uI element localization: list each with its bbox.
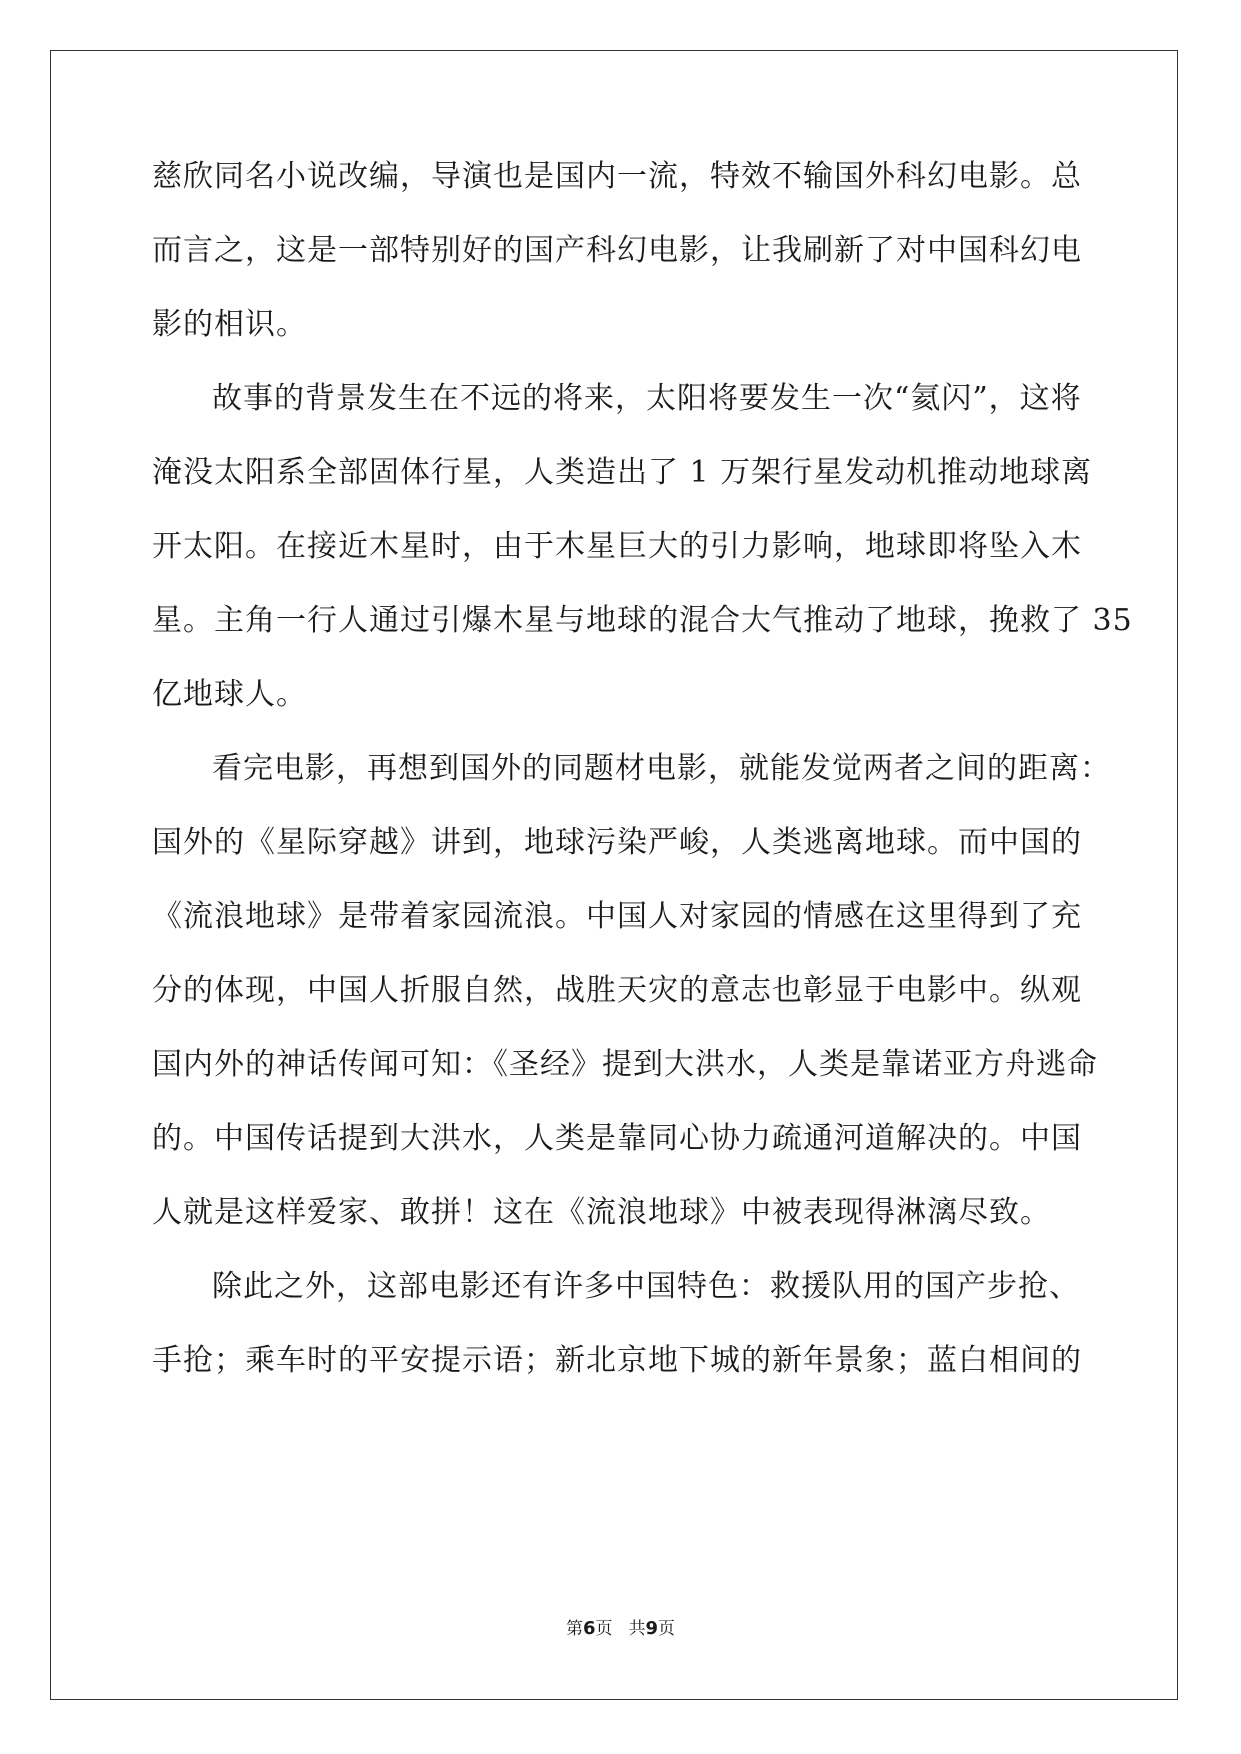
- text-line: 的。中国传话提到大洪水，人类是靠同心协力疏通河道解决的。中国: [152, 1121, 1082, 1156]
- text-line: 手抢；乘车时的平安提示语；新北京地下城的新年景象；蓝白相间的: [152, 1343, 1082, 1378]
- text-line: 国外的《星际穿越》讲到，地球污染严峻，人类逃离地球。而中国的: [152, 825, 1082, 860]
- text-line: 淹没太阳系全部固体行星，人类造出了 1 万架行星发动机推动地球离: [152, 455, 1093, 490]
- text-line: 《流浪地球》是带着家园流浪。中国人对家园的情感在这里得到了充: [152, 899, 1082, 934]
- text-line: 国内外的神话传闻可知：《圣经》提到大洪水，人类是靠诺亚方舟逃命: [152, 1047, 1098, 1082]
- paragraph-first-line: 故事的背景发生在不远的将来，太阳将要发生一次“氦闪”，这将: [212, 381, 1082, 416]
- total-prefix: 共: [628, 1619, 646, 1639]
- text-line: 分的体现，中国人折服自然，战胜天灾的意志也彰显于电影中。纵观: [152, 973, 1082, 1008]
- page-suffix: 页: [595, 1619, 613, 1639]
- page-border: [50, 50, 1178, 1700]
- text-line: 人就是这样爱家、敢拼！这在《流浪地球》中被表现得淋漓尽致。: [152, 1195, 1051, 1230]
- page-prefix: 第: [565, 1619, 583, 1639]
- page-footer: [0, 1614, 1241, 1639]
- paragraph-first-line: 除此之外，这部电影还有许多中国特色：救援队用的国产步抢、: [212, 1269, 1080, 1304]
- paragraph-first-line: 看完电影，再想到国外的同题材电影，就能发觉两者之间的距离：: [212, 751, 1111, 786]
- text-line: 开太阳。在接近木星时，由于木星巨大的引力影响，地球即将坠入木: [152, 529, 1082, 564]
- page-total: 9: [645, 1618, 659, 1639]
- text-line: 影的相识。: [152, 307, 307, 342]
- text-line: 而言之，这是一部特别好的国产科幻电影，让我刷新了对中国科幻电: [152, 233, 1082, 268]
- total-suffix: 页: [658, 1619, 676, 1639]
- text-line: 星。主角一行人通过引爆木星与地球的混合大气推动了地球，挽救了 35: [152, 603, 1133, 638]
- text-line: 亿地球人。: [152, 677, 307, 712]
- page-current: 6: [582, 1618, 596, 1639]
- text-line: 慈欣同名小说改编，导演也是国内一流，特效不输国外科幻电影。总: [152, 159, 1082, 194]
